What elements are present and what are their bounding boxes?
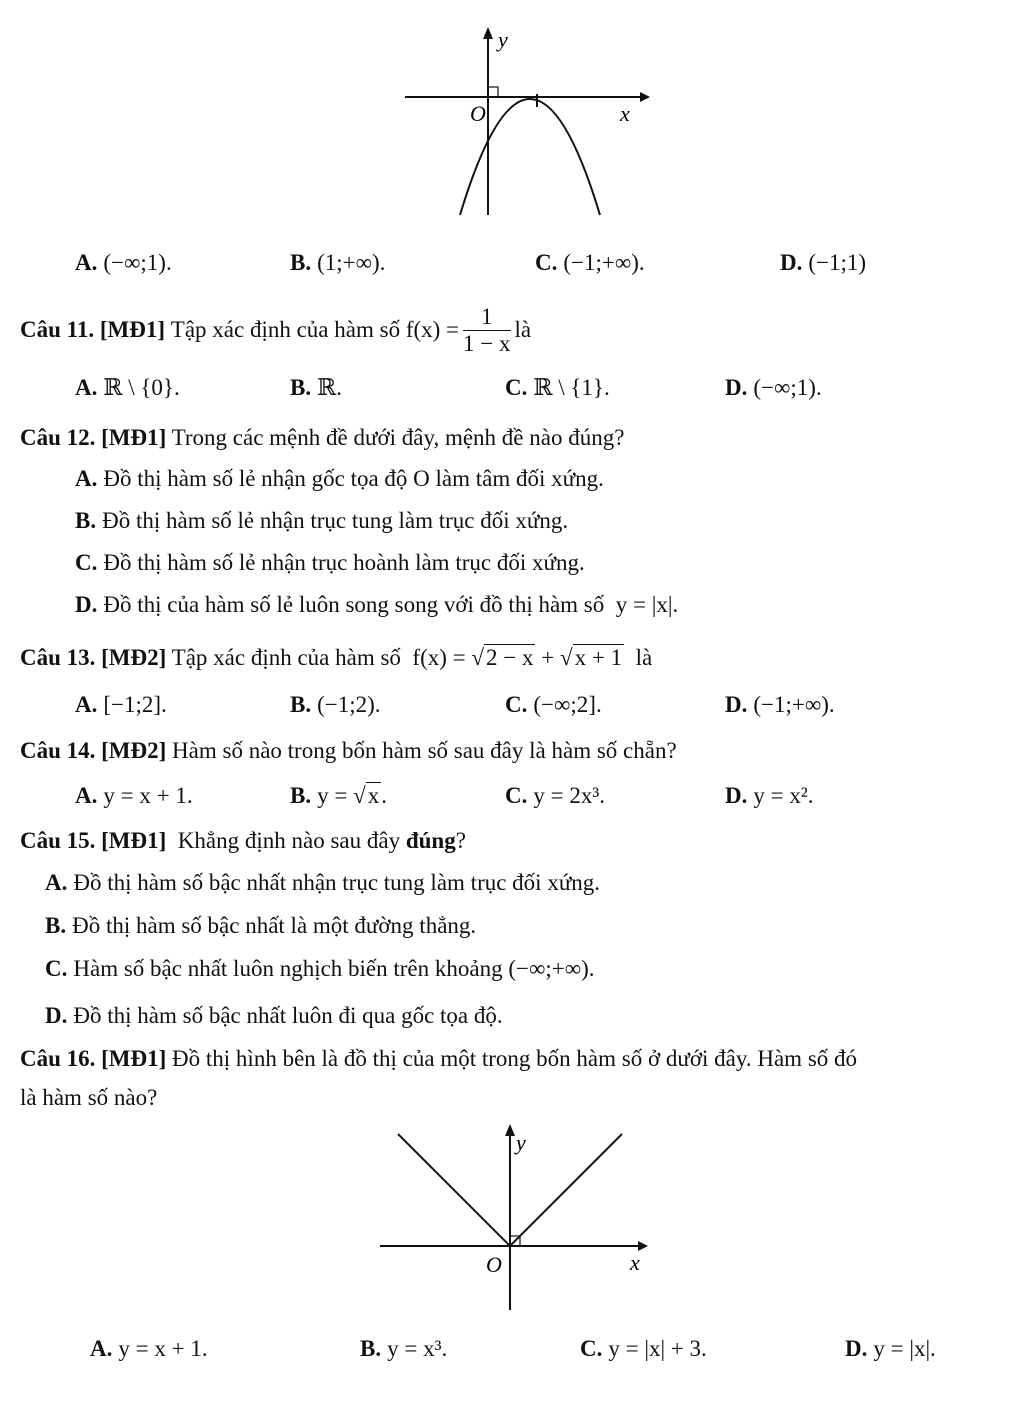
option-label: D. [725, 692, 748, 717]
option-label: C. [505, 783, 528, 808]
q15-question [20, 828, 466, 854]
q16-options [0, 1336, 1024, 1370]
option-text: (−∞;1). [103, 250, 172, 275]
option-label: B. [45, 913, 67, 938]
option-text: Đồ thị hàm số lẻ nhận gốc tọa độ O làm tâm đối xứng. [103, 466, 604, 491]
option-text: [−1;2]. [103, 692, 167, 717]
option-text: y = [317, 783, 348, 808]
q13-fn: f(x) = [412, 645, 466, 670]
q11-fraction [463, 304, 510, 357]
q16-title: Câu 16. [MĐ1] [20, 1046, 167, 1071]
option-text: y = x + 1. [103, 783, 193, 808]
x-axis-arrow [640, 92, 650, 102]
q13-question: Câu 13. [MĐ2] Tập xác định của hàm số f(x) = √2 − x + √x + 1 là [20, 645, 653, 670]
option-text: y = |x| + 3. [608, 1336, 707, 1361]
option-label: D. [845, 1336, 868, 1361]
q13-tail: là [635, 645, 653, 670]
q12-option-a[interactable] [75, 466, 604, 492]
q12-question [20, 425, 624, 451]
q10-option-d[interactable] [780, 250, 866, 276]
q14-option-c[interactable] [505, 783, 605, 809]
option-text: Đồ thị hàm số lẻ nhận trục tung làm trục đối xứng. [102, 508, 569, 533]
q13-title: Câu 13. [MĐ2] [20, 645, 167, 670]
option-text: (−1;1) [808, 250, 867, 275]
option-text: y = x². [753, 783, 814, 808]
option-label: C. [580, 1336, 603, 1361]
q16-question [20, 1046, 857, 1072]
q15-text: Khẳng định nào sau đây [177, 828, 401, 853]
option-text: Đồ thị hàm số bậc nhất nhận trục tung làm trục đối xứng. [73, 870, 601, 895]
q11-text: Tập xác định của hàm số [170, 317, 401, 342]
option-text: (−∞;1). [753, 375, 822, 400]
q15-option-b[interactable] [45, 913, 476, 939]
q10-options [0, 250, 1024, 284]
option-radical: x [367, 783, 380, 808]
option-text: Đồ thị hàm số bậc nhất luôn đi qua gốc tọa độ. [73, 1003, 503, 1028]
option-label: B. [290, 692, 312, 717]
option-label: D. [45, 1003, 68, 1028]
fig2-x-label: x [630, 1250, 640, 1275]
q15-option-c[interactable] [45, 956, 595, 982]
q14-text: Hàm số nào trong bốn hàm số sau đây là hàm số chẵn? [172, 738, 677, 763]
q12-text: Trong các mệnh đề dưới đây, mệnh đề nào đúng? [171, 425, 625, 450]
q11-numerator: 1 [463, 304, 510, 331]
option-text: (1;+∞). [317, 250, 386, 275]
q16-option-b[interactable] [360, 1336, 447, 1362]
q16-option-c[interactable] [580, 1336, 707, 1362]
option-label: B. [290, 250, 312, 275]
option-text: Đồ thị hàm số lẻ nhận trục hoành làm trục đối xứng. [103, 550, 585, 575]
q11-question [20, 300, 531, 360]
q10-option-a[interactable] [75, 250, 172, 276]
q13-option-d[interactable] [725, 692, 835, 718]
q12-option-d[interactable] [75, 592, 678, 618]
q11-denominator: 1 − x [463, 330, 511, 356]
option-text: (−1;+∞). [753, 692, 835, 717]
q14-title: Câu 14. [MĐ2] [20, 738, 167, 763]
q15-text-bold: đúng [405, 828, 456, 853]
q10-option-c[interactable] [535, 250, 645, 276]
option-label: D. [75, 592, 98, 617]
option-text: Đồ thị của hàm số lẻ luôn song song với đồ thị hàm số [103, 592, 605, 617]
q13-text: Tập xác định của hàm số [171, 645, 401, 670]
q13-option-a[interactable] [75, 692, 167, 718]
q13-radical-2: x + 1 [574, 645, 623, 670]
option-label: A. [75, 466, 98, 491]
option-text: Đồ thị hàm số bậc nhất là một đường thẳng. [72, 913, 477, 938]
option-text: (−∞;2]. [533, 692, 602, 717]
q16-question-line2: là hàm số nào? [20, 1085, 158, 1110]
abs-value-figure [380, 1122, 650, 1312]
q11-options [0, 375, 1024, 409]
q12-option-c[interactable] [75, 550, 585, 576]
option-text: y = |x|. [873, 1336, 936, 1361]
y-axis-arrow [483, 27, 493, 39]
fig1-x-label: x [620, 101, 630, 126]
option-label: C. [505, 375, 528, 400]
option-text: y = x + 1. [118, 1336, 208, 1361]
q15-option-a[interactable] [45, 870, 600, 896]
q13-option-c[interactable] [505, 692, 602, 718]
q11-option-a[interactable] [75, 375, 180, 401]
option-text: y = 2x³. [533, 783, 605, 808]
q14-options [0, 783, 1024, 817]
q15-option-d[interactable] [45, 1003, 503, 1029]
q15-text-after: ? [455, 828, 466, 853]
option-label: B. [75, 508, 97, 533]
y-axis-arrow [505, 1124, 515, 1136]
option-label: B. [290, 375, 312, 400]
option-label: A. [75, 783, 98, 808]
option-label: C. [505, 692, 528, 717]
option-label: D. [780, 250, 803, 275]
option-label: A. [90, 1336, 113, 1361]
option-label: C. [75, 550, 98, 575]
q13-options [0, 692, 1024, 726]
option-text: Hàm số bậc nhất luôn nghịch biến trên khoảng (−∞;+∞). [73, 956, 595, 981]
option-tail: . [381, 783, 387, 808]
q14-option-b[interactable]: B. y = √x. [290, 783, 387, 808]
option-text: y = x³. [387, 1336, 448, 1361]
parabola-figure [400, 25, 650, 220]
option-label: B. [360, 1336, 382, 1361]
fig2-y-label: y [516, 1130, 526, 1155]
q14-question [20, 738, 677, 764]
option-text: (−1;+∞). [563, 250, 645, 275]
q11-title: Câu 11. [MĐ1] [20, 317, 166, 342]
q13-radical-1: 2 − x [486, 645, 534, 670]
fig2-origin-label: O [486, 1252, 502, 1277]
option-label: A. [75, 692, 98, 717]
option-label: D. [725, 375, 748, 400]
q15-title: Câu 15. [MĐ1] [20, 828, 167, 853]
option-label: D. [725, 783, 748, 808]
fig1-y-label: y [498, 27, 508, 52]
option-label: A. [75, 375, 98, 400]
q11-fn: f(x) = [405, 317, 460, 342]
option-label: C. [535, 250, 558, 275]
q16-option-d[interactable] [845, 1336, 936, 1362]
option-text: ℝ. [317, 375, 342, 400]
option-label: A. [75, 250, 98, 275]
q11-option-d[interactable] [725, 375, 822, 401]
q16-line1: Đồ thị hình bên là đồ thị của một trong bốn hàm số ở dưới đây. Hàm số đó [172, 1046, 858, 1071]
option-label: C. [45, 956, 68, 981]
option-math: y = |x|. [615, 592, 679, 617]
q16-option-a[interactable] [90, 1336, 208, 1362]
q11-option-b[interactable] [290, 375, 342, 401]
q14-option-d[interactable] [725, 783, 814, 809]
q13-plus: + [541, 645, 555, 670]
right-angle-mark [488, 87, 498, 97]
fig1-origin-label: O [470, 101, 486, 126]
option-text: ℝ \ {1}. [533, 375, 610, 400]
q12-option-b[interactable] [75, 508, 568, 534]
q10-option-b[interactable] [290, 250, 385, 276]
q11-option-c[interactable] [505, 375, 610, 401]
q11-tail: là [514, 317, 532, 342]
option-label: A. [45, 870, 68, 895]
option-label: B. [290, 783, 312, 808]
q14-option-a[interactable] [75, 783, 193, 809]
option-text: (−1;2). [317, 692, 381, 717]
q13-option-b[interactable] [290, 692, 381, 718]
q12-title: Câu 12. [MĐ1] [20, 425, 167, 450]
option-text: ℝ \ {0}. [103, 375, 180, 400]
